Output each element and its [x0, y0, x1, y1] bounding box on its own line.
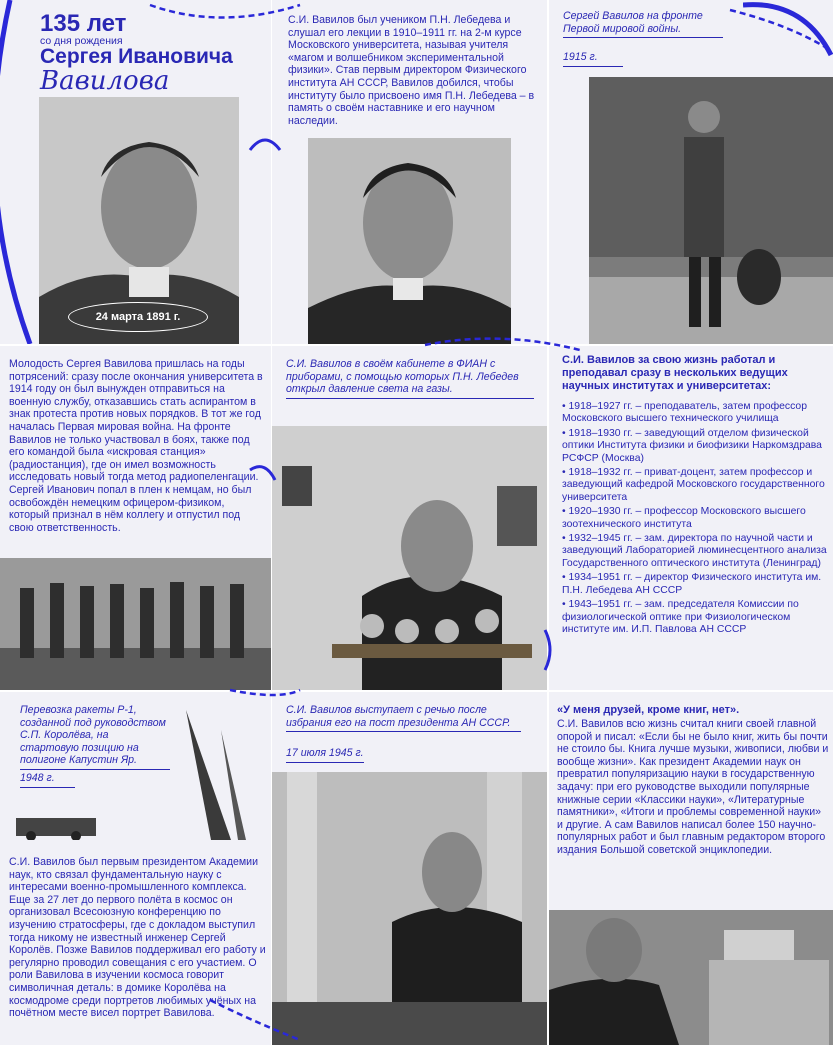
career-item: • 1918–1932 гг. – приват-доцент, затем профессор и заведующий кафедрой Московского государственного университета: [562, 467, 825, 503]
soldier-photo: [589, 77, 833, 344]
decor-arc-left: [0, 0, 40, 344]
title-name: Сергея Ивановича: [40, 45, 233, 68]
speech-caption: [286, 704, 521, 732]
speech-caption-underline: [286, 731, 521, 732]
office-photo: [272, 426, 547, 690]
youth-panel: [0, 346, 271, 690]
front-year-underline: [563, 66, 623, 67]
front-caption-text: Сергей Вавилов на фронте Первой мировой войны.: [563, 10, 703, 35]
books-quote: «У меня друзей, кроме книг, нет».: [557, 704, 740, 716]
career-panel: [549, 346, 833, 690]
lebedev-text: С.И. Вавилов был учеником П.Н. Лебедева и слушал его лекции в 1910–1911 гг. на 2-м курсе Московского университета, называя учителя «магом и волшебником экспериментальной физики». Став первым директором Физического института АН СССР, Вавилов добился, чтобы институту было присвоено имя П.Н. Лебедева – в память о своём наставнике и его научном наследии.: [288, 14, 535, 127]
speech-date-text: 17 июля 1945 г.: [286, 747, 364, 759]
office-panel: [272, 346, 547, 690]
career-item: • 1918–1927 гг. – преподаватель, затем профессор Московского высшего технического училища: [562, 401, 807, 425]
decor-arc-right: [743, 0, 833, 60]
books-panel: [549, 692, 833, 1045]
title-years: 135 лет: [40, 10, 127, 37]
speech-date-underline: [286, 762, 364, 763]
birth-date-badge: [68, 302, 208, 332]
march-photo: [0, 558, 271, 690]
front-year-text: 1915 г.: [563, 51, 598, 63]
title-surname: Вавилова: [40, 66, 170, 96]
office-caption-text: С.И. Вавилов в своём кабинете в ФИАН с приборами, с помощью которых П.Н. Лебедев открыл давление света на газы.: [286, 358, 519, 396]
office-caption-underline: [286, 398, 534, 399]
speech-caption-text: С.И. Вавилов выступает с речью после избрания его на пост президента АН СССР.: [286, 704, 511, 729]
korolev-text: С.И. Вавилов был первым президентом Академии наук, кто связал фундаментальную науку с интересами военно-промышленного комплекса. Еще за 27 лет до первого полёта в космос он организовал Всесоюзную конференцию по изучению стратосферы, где с докладом выступил тогда никому не известный инженер Сергей Королёв. Позже Вавилов поддерживал его работу и регулярно проводил совещания с его участием. О роли Вавилова в изучении космоса говорит символичная деталь: в домике Королёва на космодроме среди портретов любимых учёных на почётном месте висел портрет Вавилова.: [9, 856, 266, 1020]
lebedev-panel: [272, 0, 547, 344]
speech-date: [286, 747, 364, 763]
front-caption: [563, 10, 723, 38]
title-since: со дня рождения: [40, 35, 123, 47]
career-item: • 1932–1945 гг. – зам. директора по научной части и заведующий Лабораторией люминесцентного анализа Государственного оптического института (Ленинград): [562, 533, 827, 569]
title-panel: [0, 0, 271, 344]
front-panel: [549, 0, 833, 344]
birth-date: 24 марта 1891 г.: [95, 311, 181, 323]
career-item: • 1943–1951 гг. – зам. председателя Комиссии по физиологической оптике при Физиологическом институте им. И.П. Павлова АН СССР: [562, 599, 799, 635]
career-item: • 1934–1951 гг. – директор Физического института им. П.Н. Лебедева АН СССР: [562, 572, 822, 596]
speech-photo: [272, 772, 547, 1045]
career-list: [562, 401, 828, 638]
front-year: [563, 51, 623, 67]
office-caption: [286, 358, 534, 399]
library-photo: [549, 910, 833, 1045]
books-text: С.И. Вавилов всю жизнь считал книги своей главной опорой и писал: «Если бы не было книг, жить бы почти не стоило бы. Книга лучше музыки, живописи, любви и вообще жизни». Как президент Академии наук он превратил популяризацию науки в государственную задачу: при его руководстве выходили популярные книжные серии «Классики науки», «Литературные памятники», «Итоги и проблемы современной науки» и другие. А сам Вавилов написал более 150 научно-популярных работ и был главным редактором второго издания Большой советской энциклопедии.: [557, 718, 829, 856]
career-item: • 1920–1930 гг. – профессор Московского высшего зоотехнического института: [562, 506, 806, 530]
front-caption-underline: [563, 37, 723, 38]
career-item: • 1918–1930 гг. – заведующий отделом физической оптики Института физики и биофизики Наркомздрава РСФСР (Москва): [562, 427, 822, 464]
youth-text: Молодость Сергея Вавилова пришлась на годы потрясений: сразу после окончания университета в 1914 году он был вынужден отправиться на военную службу, отказавшись стать аспирантом в знак протеста против новых порядков. В тот же год началась Первая мировая война. На фронте Вавилов не только участвовал в боях, также под его командой была «искровая станция» (радиостанция), где он имел возможность исследовать новый тогда метод радиопеленгации. Сергей Иванович попал в плен к немцам, но был освобождён немецким офицером-физиком, который признал в нём коллегу и отпустил под свою ответственность.: [9, 358, 263, 534]
rocket-caption-text: Перевозка ракеты Р-1, созданной под руководством С.П. Королёва, на стартовую позицию на полигоне Капустин Яр.: [20, 704, 166, 767]
lebedev-photo: [308, 138, 511, 344]
speech-panel: [272, 692, 547, 1045]
rocket-photo: [16, 700, 271, 840]
career-heading: С.И. Вавилов за свою жизнь работал и преподавал сразу в нескольких ведущих научных институтах и университетах:: [562, 354, 788, 392]
korolev-panel: [0, 692, 271, 1045]
rocket-year-text: 1948 г.: [20, 772, 55, 784]
